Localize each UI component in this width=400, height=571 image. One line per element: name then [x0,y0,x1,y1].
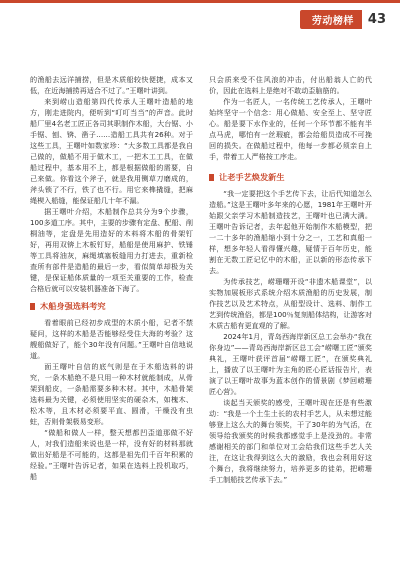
paragraph: 来到崂山造船第四代传承人王曙叶造船的地方，刚走进院内，便听到“叮叮当当”的声音。此时船厂里4名老工匠正各司其职制作木船，大台锯、小手锯、刨、锛、凿子……造船工具共有26种。对于这些工具，王曙叶如数家珍：“大多数工具都是我自己做的，做船不用于做木工，一把木工工具，在做船过程中，基本用不上，都是根据做船的需要，自己来做。你看这个斧子，就是我用铡草刀磨成的，斧头锁了不行，铁了也不行。用它来榫撬缝，把麻绳楔入船缝，能保证船几十年不漏。 [30,97,193,205]
paragraph: 面王曙叶自信的底气则是在于木船选料的讲究，一条木船绝不是只用一种木材就能制成，从骨架到船皮，一条船需要多种木材。其中，木船骨架选料最为关键，必须使用坚实的硬杂木，如槐木、松木等，且木材必须要平直、圆滑，干燥没有虫蛀，否则骨架极易变形。 [30,362,193,426]
paragraph: 的渔船去远洋捕捞，但是木质船较快便捷，成本又低，在近海捕捞再适合不过了。”王曙叶讲到。 [30,75,193,95]
top-accent-rule [0,0,400,3]
paragraph: “我一定要把这个手艺传下去，让后代知道怎么造船。”这是王曙叶多年来的心愿，1981年王曙叶开始跟父亲学习木船制造技艺，王曙叶也已满大满。王曙叶告诉记者，去年起他开始制作木船模型，把一二十多年的渔船缩小到十分之一，工艺和真船一样，想多年轻人看得懂兴趣，疑情于百年历史，能割在无数工匠记忆中的木船，正以新的形态传承下去。 [209,189,372,275]
section-heading: 木船身强选料考究 [30,301,193,312]
paragraph: 只会质来受不住风浪的冲击，付出船翁人亡的代价，因此在选料上是绝对不敢动歪脑筋的。 [209,75,372,95]
page-number: 43 [367,12,386,27]
page-header [300,10,386,29]
paragraph: “做船和做人一样，整天想都凹歪道那做不好人，对我们造船来说也是一样，没有好的材料那就做出好船是不可能的，这都是祖先们千百年积累的经验。”王曙叶告诉记者，如果在选料上投机取巧，船 [30,428,193,481]
paragraph: 为传承技艺，崂珊曙开设“非遗木船课堂”，以实物加展板形式系统介绍木质渔船的历史发展，制作技艺以及艺术特点，从船型设计、选料、制作工艺到传统渔俗，都是100％复刻船体结构，让游客对木质古船有更直观的了解。 [209,277,372,330]
paragraph: 2024年1月，青岛西海岸新区总工会举办“我在你身边”——青岛西海岸新区总工会“崂曙工匠”颁奖典礼，王曙叶获评首届“崂曙工匠”，在颁奖典礼上，播放了以王曙叶为主角的匠心匠话报告片，表演了以王曙叶故事为蓝本创作的情景剧《梦回崂珊匠心营》。 [209,332,372,396]
paragraph: 作为一名匠人，一名传统工艺传承人，王曙叶始终坚守一个信念：用心做船、安全至上、坚守匠心。船是要下水作业的，任何一个环节都不能有半点马虎，哪怕有一丝瑕疵，都会给船员造成不可挽回的损失。在做船过程中，他每一步都必须亲自上手，带着工人严格按工序走。 [209,97,372,161]
section-tag: 劳动榜样 [300,10,362,29]
left-column [30,74,193,482]
paragraph: 谈起当天颁奖的感受，王曙叶现在还是有些激动：“我是一个土生土长的农村手艺人，从未想过能够登上这么大的舞台领奖，干了30年的为气活，在领导给我颁奖的时候我都感觉手上是没劲的。非常感谢相关的部门和单位对工会给我们这些手艺人关注，在这让我得到这么大的激励，我也会利用好这个舞台，我将继续努力，培养更多的徒弟，把崂珊手工制船技艺传承下去。” [209,398,372,484]
section-heading: 让老手艺焕发新生 [209,172,372,183]
paragraph: 据王曙叶介绍，木船制作总共分为9个步骤，100多道工序。其中，主要的步骤有定盘、配船、削桐油等，定盘是先用造好的木料将木船的骨架钉好，再用双锛上木板钉好，船船是使用麻护、铁锤等工具将油灰，麻绳填塞板缝用力打进去，重新检查所有部件是造船的最后一步，看似简单却极为关键，是保证船体质量的一项至关重要的工作，检查合格后就可以安装机器准备下海了。 [30,207,193,293]
right-column [209,74,372,485]
paragraph: 看着眼前已经初步成型的木质小船，记者不禁疑问，这样的木船是否能够经受住大海的考验？这艘船做好了，能个30年没有问题。”王曙叶自信地说道。 [30,318,193,360]
